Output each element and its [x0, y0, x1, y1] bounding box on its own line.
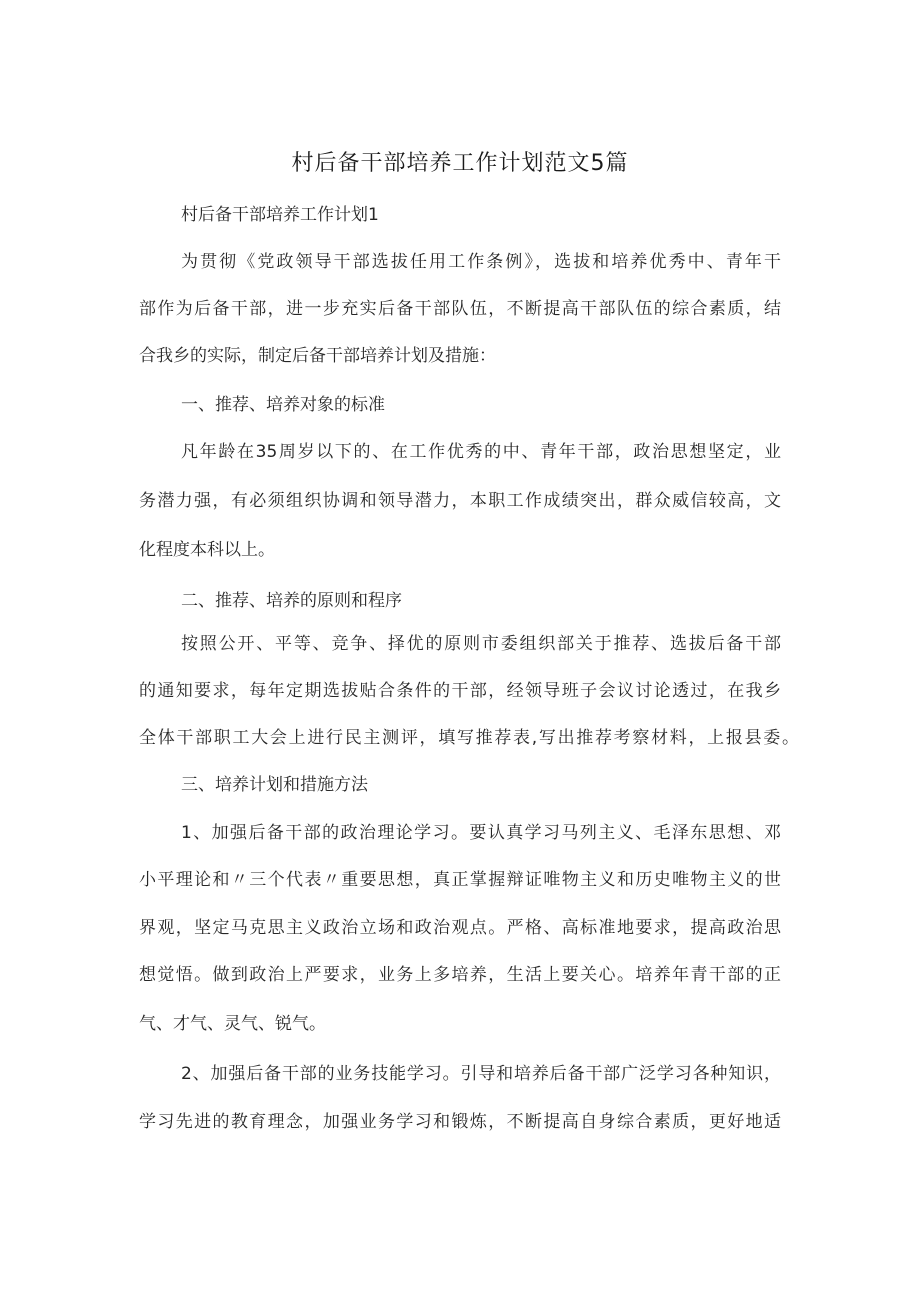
- section-heading: 三、培养计划和措施方法: [181, 775, 368, 795]
- paragraph-line: 务潜力强，有必须组织协调和领导潜力，本职工作成绩突出，群众威信较高，文: [139, 491, 781, 511]
- paragraph-line: 小平理论和〃三个代表〃重要思想，真正掌握辩证唯物主义和历史唯物主义的世: [139, 870, 781, 890]
- paragraph-line: 化程度本科以上。: [139, 540, 275, 560]
- paragraph-line: 部作为后备干部，进一步充实后备干部队伍，不断提高干部队伍的综合素质，结: [139, 299, 781, 319]
- section-heading: 村后备干部培养工作计划1: [181, 205, 379, 225]
- paragraph-line: 合我乡的实际，制定后备干部培养计划及措施：: [139, 346, 496, 366]
- paragraph-line: 2、加强后备干部的业务技能学习。引导和培养后备干部广泛学习各种知识，: [181, 1064, 781, 1084]
- paragraph-line: 的通知要求，每年定期选拔贴合条件的干部，经领导班子会议讨论透过，在我乡: [139, 681, 781, 701]
- paragraph-line: 学习先进的教育理念，加强业务学习和锻炼，不断提高自身综合素质，更好地适: [139, 1112, 781, 1132]
- section-heading: 一、推荐、培养对象的标准: [181, 395, 385, 415]
- paragraph-line: 按照公开、平等、竞争、择优的原则市委组织部关于推荐、选拔后备干部: [181, 634, 781, 654]
- paragraph-line: 为贯彻《党政领导干部选拔任用工作条例》，选拔和培养优秀中、青年干: [181, 252, 781, 272]
- paragraph-line: 凡年龄在35周岁以下的、在工作优秀的中、青年干部，政治思想坚定，业: [181, 442, 781, 462]
- section-heading: 二、推荐、培养的原则和程序: [181, 591, 402, 611]
- paragraph-line: 1、加强后备干部的政治理论学习。要认真学习马列主义、毛泽东思想、邓: [181, 823, 781, 843]
- document-title: 村后备干部培养工作计划范文5篇: [291, 151, 629, 176]
- paragraph-line: 界观，坚定马克思主义政治立场和政治观点。严格、高标准地要求，提高政治思: [139, 918, 781, 938]
- paragraph-line: 气、才气、灵气、锐气。: [139, 1014, 326, 1034]
- paragraph-line: 想觉悟。做到政治上严要求，业务上多培养，生活上要关心。培养年青干部的正: [139, 965, 781, 985]
- paragraph-line: 全体干部职工大会上进行民主测评，填写推荐表,写出推荐考察材料，上报县委。: [139, 728, 799, 748]
